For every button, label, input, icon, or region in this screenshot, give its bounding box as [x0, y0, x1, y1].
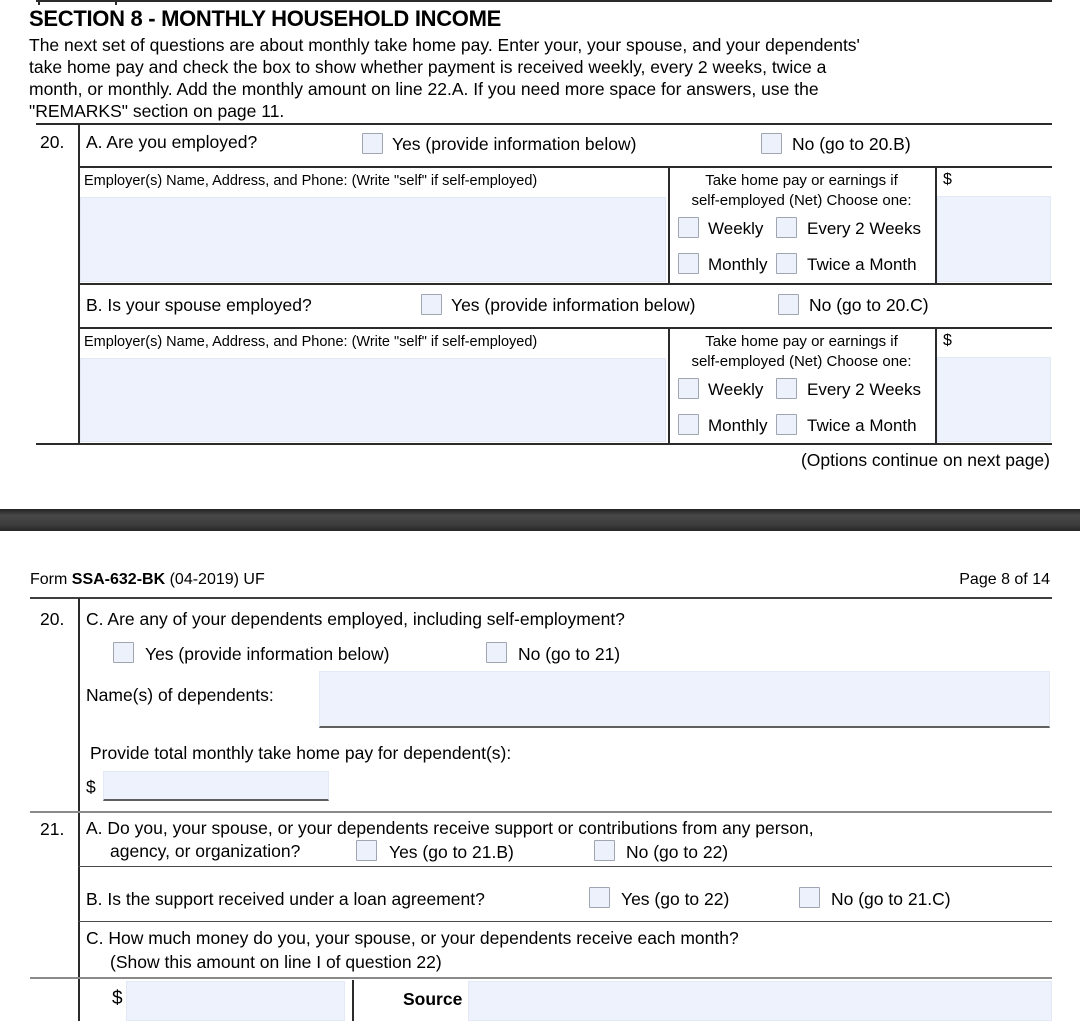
q20a-every2weeks-checkbox[interactable]: [776, 217, 797, 238]
q20a-weekly-label: Weekly: [708, 219, 764, 238]
q20b-monthly-label: Monthly: [708, 416, 768, 435]
q20b-dollar-sign: $: [943, 332, 952, 349]
pay-header-b-line1: Take home pay or earnings if: [705, 333, 898, 350]
form-number: SSA-632-BK: [71, 571, 166, 588]
q20b-monthly-checkbox[interactable]: [678, 414, 699, 435]
q20c-yes-checkbox[interactable]: [113, 642, 134, 663]
q21b-yes-checkbox[interactable]: [589, 887, 610, 908]
page8-number-column-line: [78, 598, 80, 1021]
q20a-yes-label: Yes (provide information below): [392, 134, 637, 154]
employer-header-b: Employer(s) Name, Address, and Phone: (Write "self" if self-employed): [84, 334, 538, 350]
intro-line-1: The next set of questions are about monthly take home pay. Enter your, your spouse, and your dependents': [29, 35, 860, 55]
border-tick-right: [115, 0, 117, 5]
q20b-twiceamonth-label: Twice a Month: [807, 416, 917, 435]
q21b-no-checkbox[interactable]: [799, 887, 820, 908]
q20b-label: B. Is your spouse employed?: [86, 295, 312, 315]
q20b-top-line: [78, 283, 1052, 285]
q20a-monthly-label: Monthly: [708, 255, 768, 274]
q20c-no-checkbox[interactable]: [486, 642, 507, 663]
q21b-top-line: [78, 866, 1052, 867]
q21c-cell-divider-line: [352, 980, 354, 1021]
q20a-twiceamonth-checkbox[interactable]: [776, 253, 797, 274]
q21c-label-line2: (Show this amount on line I of question 22): [110, 952, 442, 972]
q20a-no-label: No (go to 20.B): [792, 134, 911, 154]
q20-bottom-line: [36, 443, 1052, 445]
employer-info-field-a[interactable]: [80, 197, 666, 282]
q20c-yes-label: Yes (provide information below): [145, 644, 390, 664]
q21-top-line: [30, 811, 1052, 813]
section-intro: [29, 34, 860, 122]
q21-number: 21.: [40, 819, 65, 839]
q20c-no-label: No (go to 21): [518, 644, 621, 664]
border-tick-left: [38, 0, 40, 5]
q20a-label: A. Are you employed?: [86, 132, 258, 152]
employer-table-a-top-line: [78, 166, 1052, 168]
q20a-pay-amount-field[interactable]: [937, 196, 1051, 282]
employer-table-b-top-line: [78, 327, 1052, 329]
q21c-source-label: Source: [403, 989, 463, 1009]
q20a-weekly-checkbox[interactable]: [678, 217, 699, 238]
q21b-label: B. Is the support received under a loan agreement?: [86, 889, 485, 909]
q21c-label-line1: C. How much money do you, your spouse, or your dependents receive each month?: [86, 928, 739, 948]
q21a-label-line1: A. Do you, your spouse, or your dependents receive support or contributions from any person,: [86, 818, 814, 838]
q21b-no-label: No (go to 21.C): [831, 889, 951, 909]
q20b-pay-amount-field[interactable]: [937, 357, 1051, 442]
pay-header-b-line2: self-employed (Net) Choose one:: [691, 353, 912, 370]
q20b-every2weeks-checkbox[interactable]: [776, 378, 797, 399]
q21a-yes-label: Yes (go to 21.B): [389, 842, 514, 862]
q21a-no-checkbox[interactable]: [594, 840, 615, 861]
q20a-yes-checkbox[interactable]: [362, 133, 383, 154]
pay-header-a-line2: self-employed (Net) Choose one:: [691, 192, 912, 209]
q20a-dollar-sign: $: [943, 171, 952, 188]
q20b-weekly-checkbox[interactable]: [678, 378, 699, 399]
employer-header-a: Employer(s) Name, Address, and Phone: (Write "self" if self-employed): [84, 173, 538, 189]
q20b-twiceamonth-checkbox[interactable]: [776, 414, 797, 435]
q20c-number: 20.: [40, 609, 65, 629]
q20b-yes-label: Yes (provide information below): [451, 295, 696, 315]
intro-line-3: month, or monthly. Add the monthly amount on line 22.A. If you need more space for answers, use the: [29, 79, 819, 99]
page8-header-line: [30, 597, 1052, 599]
q20a-every2weeks-label: Every 2 Weeks: [807, 219, 922, 238]
top-border-line: [36, 0, 1052, 2]
q20a-no-checkbox[interactable]: [761, 133, 782, 154]
page-separator: [0, 509, 1080, 531]
q20-number: 20.: [40, 132, 65, 152]
form-footer-prefix: Form: [30, 571, 72, 588]
dependents-names-field[interactable]: [319, 671, 1050, 728]
dependents-total-label: Provide total monthly take home pay for dependent(s):: [90, 743, 512, 763]
dependents-total-dollar-sign: $: [86, 777, 96, 797]
q20b-yes-checkbox[interactable]: [421, 294, 442, 315]
pay-header-a-line1: Take home pay or earnings if: [705, 172, 898, 189]
form-footer: [30, 571, 265, 589]
q20a-monthly-checkbox[interactable]: [678, 253, 699, 274]
options-continue-note: (Options continue on next page): [800, 450, 1050, 470]
q20b-no-checkbox[interactable]: [778, 294, 799, 315]
q21a-no-label: No (go to 22): [626, 842, 729, 862]
section-title: SECTION 8 - MONTHLY HOUSEHOLD INCOME: [29, 6, 502, 31]
dependents-names-label: Name(s) of dependents:: [86, 685, 274, 705]
q21c-amount-row-top-line: [30, 977, 1052, 979]
q21a-yes-checkbox[interactable]: [356, 840, 377, 861]
q21c-amount-field[interactable]: [126, 981, 345, 1021]
q21c-source-field[interactable]: [468, 981, 1052, 1021]
q21c-dollar-sign: $: [112, 988, 123, 1009]
q20b-every2weeks-label: Every 2 Weeks: [807, 380, 922, 399]
pay-header-a: [670, 171, 933, 211]
q21a-label-line2: agency, or organization?: [110, 841, 301, 861]
form-footer-suffix: (04-2019) UF: [165, 571, 265, 588]
intro-line-4: "REMARKS" section on page 11.: [29, 101, 285, 121]
q21c-top-line: [78, 921, 1052, 922]
intro-line-2: take home pay and check the box to show whether payment is received weekly, every 2 weeks, twice a: [29, 57, 827, 77]
q20c-label: C. Are any of your dependents employed, including self-employment?: [86, 609, 625, 629]
q20b-no-label: No (go to 20.C): [809, 295, 929, 315]
q20-top-line: [36, 123, 1052, 125]
dependents-total-field[interactable]: [103, 771, 329, 801]
page-indicator: Page 8 of 14: [959, 571, 1050, 588]
q20a-twiceamonth-label: Twice a Month: [807, 255, 917, 274]
q21b-yes-label: Yes (go to 22): [621, 889, 730, 909]
q20b-weekly-label: Weekly: [708, 380, 764, 399]
employer-info-field-b[interactable]: [80, 358, 666, 442]
pay-header-b: [670, 332, 933, 372]
